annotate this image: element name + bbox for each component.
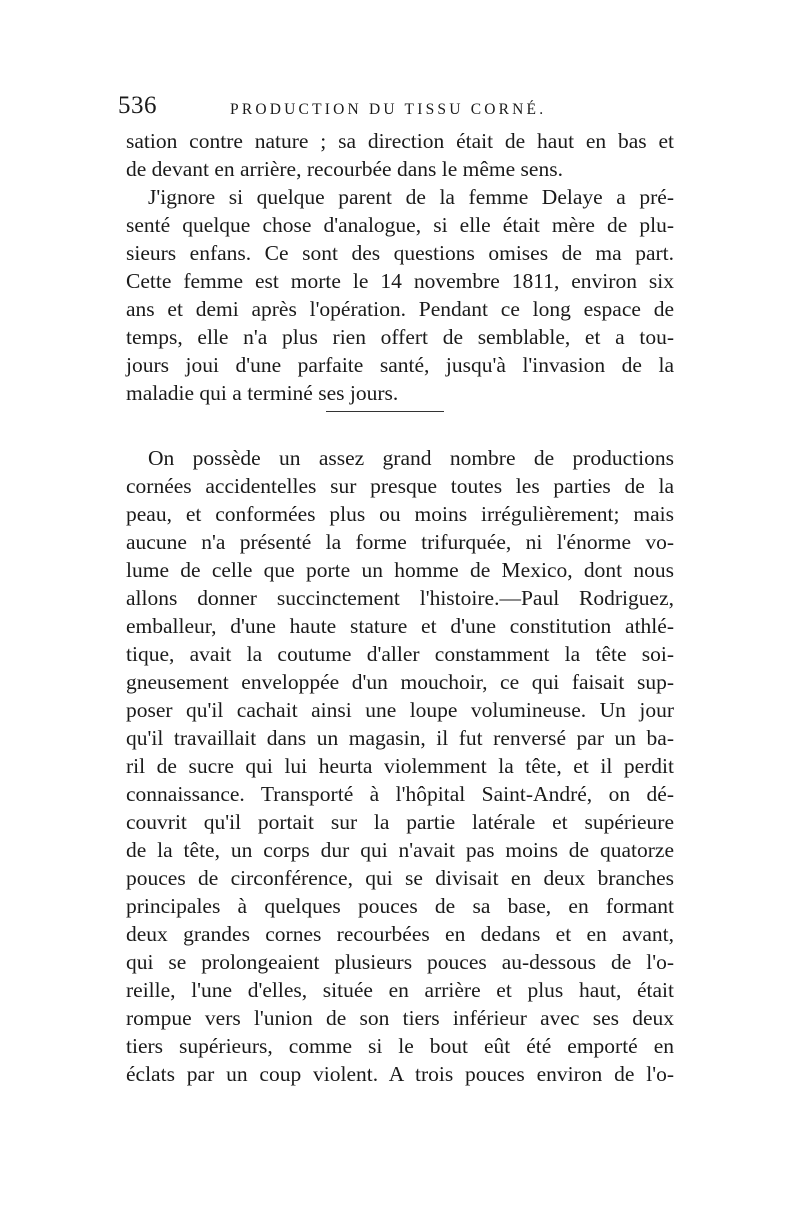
text-line: tiers supérieurs, comme si le bout eût été emporté en: [126, 1034, 674, 1058]
text-line: qui se prolongeaient plusieurs pouces au-dessous de l'o-: [126, 950, 674, 974]
paragraph-delaye-case: [126, 127, 674, 407]
text-line: emballeur, d'une haute stature et d'une constitution athlé-: [126, 614, 674, 638]
running-title: PRODUCTION DU TISSU CORNÉ.: [230, 101, 547, 118]
text-line: Cette femme est morte le 14 novembre 1811, environ six: [126, 269, 674, 293]
text-line: éclats par un coup violent. A trois pouces environ de l'o-: [126, 1062, 674, 1086]
text-line: J'ignore si quelque parent de la femme Delaye a pré-: [148, 185, 674, 209]
running-head: [118, 92, 678, 126]
text-line: jours joui d'une parfaite santé, jusqu'à l'invasion de la: [126, 353, 674, 377]
text-line: qu'il travaillait dans un magasin, il fut renversé par un ba-: [126, 726, 674, 750]
text-line: principales à quelques pouces de sa base, en formant: [126, 894, 674, 918]
text-line: temps, elle n'a plus rien offert de semblable, et a tou-: [126, 325, 674, 349]
text-line: maladie qui a terminé ses jours.: [126, 381, 399, 405]
text-line: ril de sucre qui lui heurta violemment la tête, et il perdit: [126, 754, 674, 778]
text-line: cornées accidentelles sur presque toutes les parties de la: [126, 474, 674, 498]
text-line: aucune n'a présenté la forme trifurquée, ni l'énorme vo-: [126, 530, 674, 554]
page-number: 536: [118, 92, 157, 119]
text-line: sieurs enfans. Ce sont des questions omises de ma part.: [126, 241, 674, 265]
text-line: reille, l'une d'elles, située en arrière et plus haut, était: [126, 978, 674, 1002]
text-line: lume de celle que porte un homme de Mexico, dont nous: [126, 558, 674, 582]
text-line: sation contre nature ; sa direction était de haut en bas et: [126, 129, 674, 153]
text-line: gneusement enveloppée d'un mouchoir, ce qui faisait sup-: [126, 670, 674, 694]
text-line: On possède un assez grand nombre de productions: [148, 446, 674, 470]
text-line: deux grandes cornes recourbées en dedans et en avant,: [126, 922, 674, 946]
text-line: pouces de circonférence, qui se divisait en deux branches: [126, 866, 674, 890]
text-line: couvrit qu'il portait sur la partie latérale et supérieure: [126, 810, 674, 834]
text-line: de la tête, un corps dur qui n'avait pas moins de quatorze: [126, 838, 674, 862]
text-line: allons donner succinctement l'histoire.—Paul Rodriguez,: [126, 586, 674, 610]
text-line: poser qu'il cachait ainsi une loupe volumineuse. Un jour: [126, 698, 674, 722]
text-line: de devant en arrière, recourbée dans le même sens.: [126, 157, 563, 181]
text-line: connaissance. Transporté à l'hôpital Saint-André, on dé-: [126, 782, 674, 806]
text-line: tique, avait la coutume d'aller constamment la tête soi-: [126, 642, 674, 666]
text-line: ans et demi après l'opération. Pendant ce long espace de: [126, 297, 674, 321]
text-line: senté quelque chose d'analogue, si elle était mère de plu-: [126, 213, 674, 237]
text-line: rompue vers l'union de son tiers inférieur avec ses deux: [126, 1006, 674, 1030]
section-separator-rule: [326, 411, 444, 412]
text-line: peau, et conformées plus ou moins irrégulièrement; mais: [126, 502, 674, 526]
paragraph-rodriguez-case: [126, 444, 674, 1088]
